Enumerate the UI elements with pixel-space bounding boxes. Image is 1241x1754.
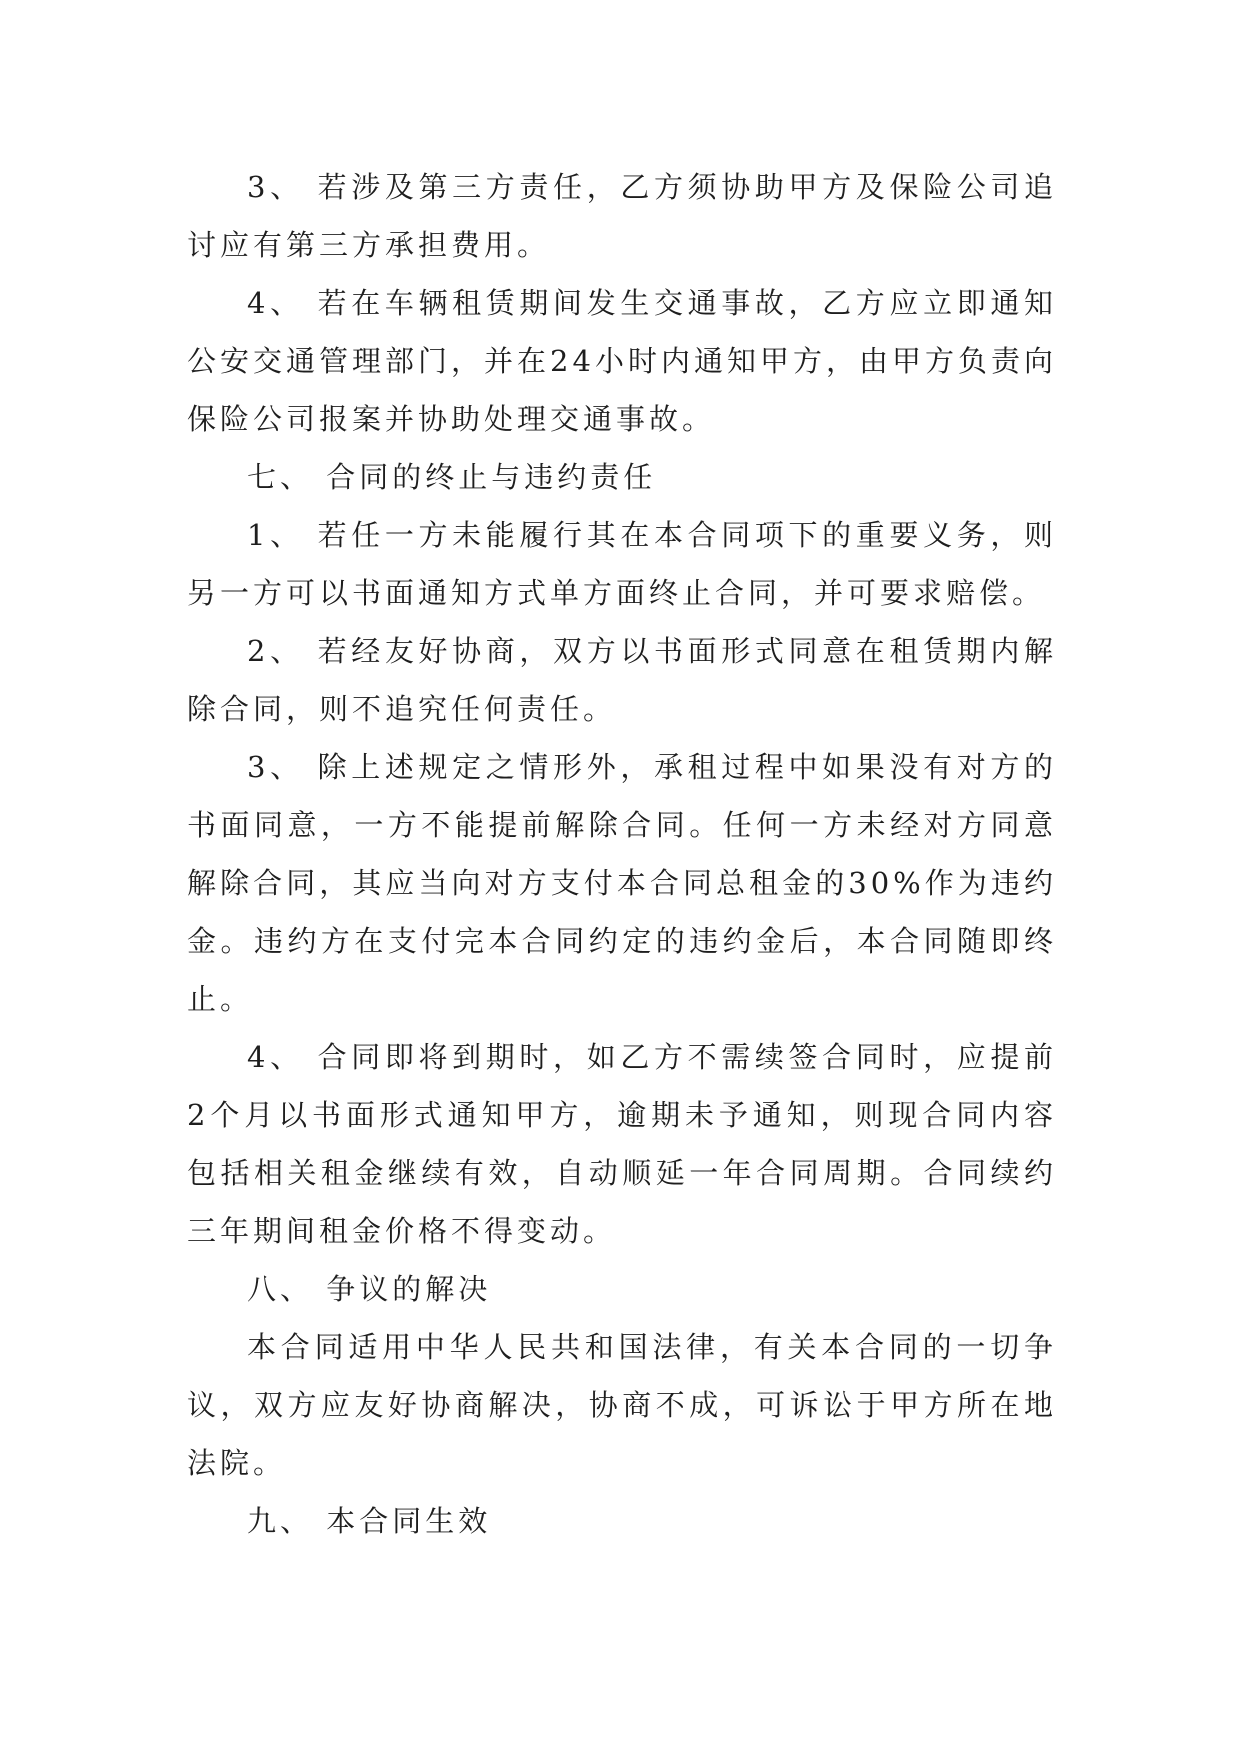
clause-6-3: 3、 若涉及第三方责任，乙方须协助甲方及保险公司追讨应有第三方承担费用。 (187, 170, 1057, 262)
clause-7-3: 3、 除上述规定之情形外，承租过程中如果没有对方的书面同意，一方不能提前解除合同。任何一方未经对方同意解除合同，其应当向对方支付本合同总租金的30%作为违约金。违约方在支付完本合同约定的违约金后，本合同随即终止。 (187, 750, 1057, 1016)
clause-6-4: 4、 若在车辆租赁期间发生交通事故，乙方应立即通知公安交通管理部门，并在24小时内通知甲方，由甲方负责向保险公司报案并协助处理交通事故。 (187, 286, 1057, 436)
clause-7-1: 1、 若任一方未能履行其在本合同项下的重要义务，则另一方可以书面通知方式单方面终止合同，并可要求赔偿。 (187, 518, 1057, 610)
section-heading-9: 九、 本合同生效 (247, 1504, 492, 1538)
clause-7-4: 4、 合同即将到期时，如乙方不需续签合同时，应提前2个月以书面形式通知甲方，逾期未予通知，则现合同内容包括相关租金继续有效，自动顺延一年合同周期。合同续约三年期间租金价格不得变动。 (187, 1040, 1057, 1248)
clause-8: 本合同适用中华人民共和国法律，有关本合同的一切争议，双方应友好协商解决，协商不成，可诉讼于甲方所在地法院。 (187, 1330, 1057, 1480)
document-body (187, 158, 1057, 1550)
section-heading-8: 八、 争议的解决 (247, 1272, 492, 1306)
section-heading-7: 七、 合同的终止与违约责任 (247, 460, 657, 494)
clause-7-2: 2、 若经友好协商，双方以书面形式同意在租赁期内解除合同，则不追究任何责任。 (187, 634, 1057, 726)
